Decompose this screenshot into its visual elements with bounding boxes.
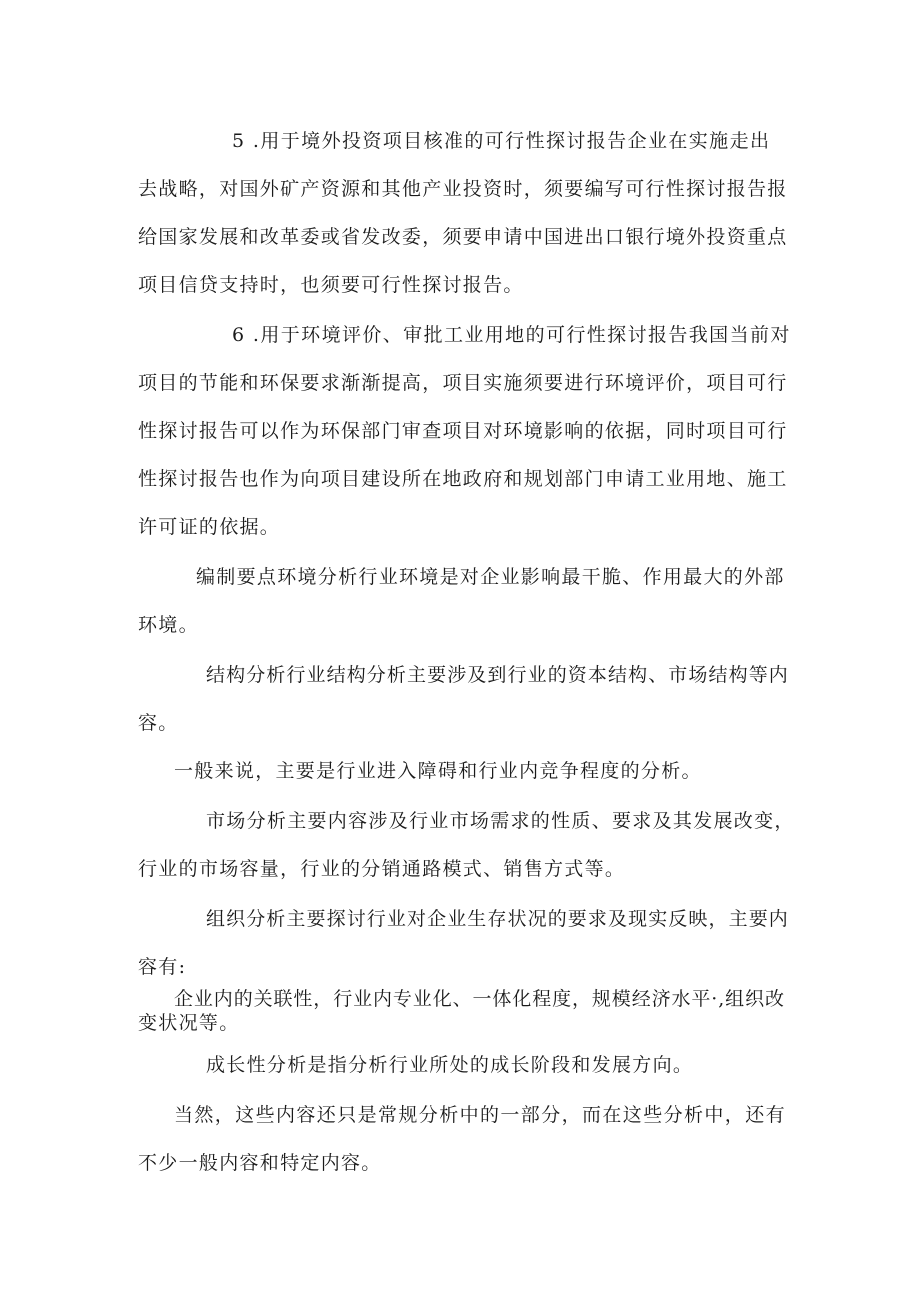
text-line: 容有:: [138, 956, 187, 978]
text-line: 当然，这些内容还只是常规分析中的一部分，而在这些分析中，还有: [174, 1104, 787, 1126]
text-line: 环境。: [138, 614, 199, 636]
text-line: 市场分析主要内容涉及行业市场需求的性质、要求及其发展改变，: [206, 810, 795, 832]
text-line: 6 .用于环境评价、审批工业用地的可行性探讨报告我国当前对: [232, 324, 791, 346]
text-line: 组织分析主要探讨行业对企业生存状况的要求及现实反映，主要内: [206, 908, 789, 930]
text-line: 企业内的关联性，行业内专业化、一体化程度，规模经济水平·,组织改: [174, 988, 785, 1010]
text-line: 给国家发展和改革委或省发改委，须要申请中国进出口银行境外投资重点: [138, 226, 788, 248]
text-line: 性探讨报告也作为向项目建设所在地政府和规划部门申请工业用地、施工: [138, 468, 788, 490]
text-line: 不少一般内容和特定内容。: [138, 1152, 382, 1174]
text-line: 性探讨报告可以作为环保部门审查项目对环境影响的依据，同时项目可行: [138, 420, 788, 442]
text-line: 一般来说，主要是行业进入障碍和行业内竞争程度的分析。: [174, 760, 702, 782]
text-line: 项目信贷支持时，也须要可行性探讨报告。: [138, 274, 524, 296]
text-line: 去战略，对国外矿产资源和其他产业投资时，须要编写可行性探讨报告报: [138, 178, 788, 200]
text-line: 行业的市场容量，行业的分销通路模式、销售方式等。: [138, 858, 626, 880]
text-line: 5 .用于境外投资项目核准的可行性探讨报告企业在实施走出: [232, 130, 771, 152]
text-line: 编制要点环境分析行业环境是对企业影响最干脆、作用最大的外部: [196, 566, 785, 588]
text-line: 许可证的依据。: [138, 516, 281, 538]
text-line: 变状况等。: [138, 1012, 240, 1034]
text-line: 结构分析行业结构分析主要涉及到行业的资本结构、市场结构等内: [206, 664, 789, 686]
text-line: 成长性分析是指分析行业所处的成长阶段和发展方向。: [206, 1054, 694, 1076]
text-line: 项目的节能和环保要求渐渐提高，项目实施须要进行环境评价，项目可行: [138, 372, 788, 394]
text-line: 容。: [138, 712, 179, 734]
